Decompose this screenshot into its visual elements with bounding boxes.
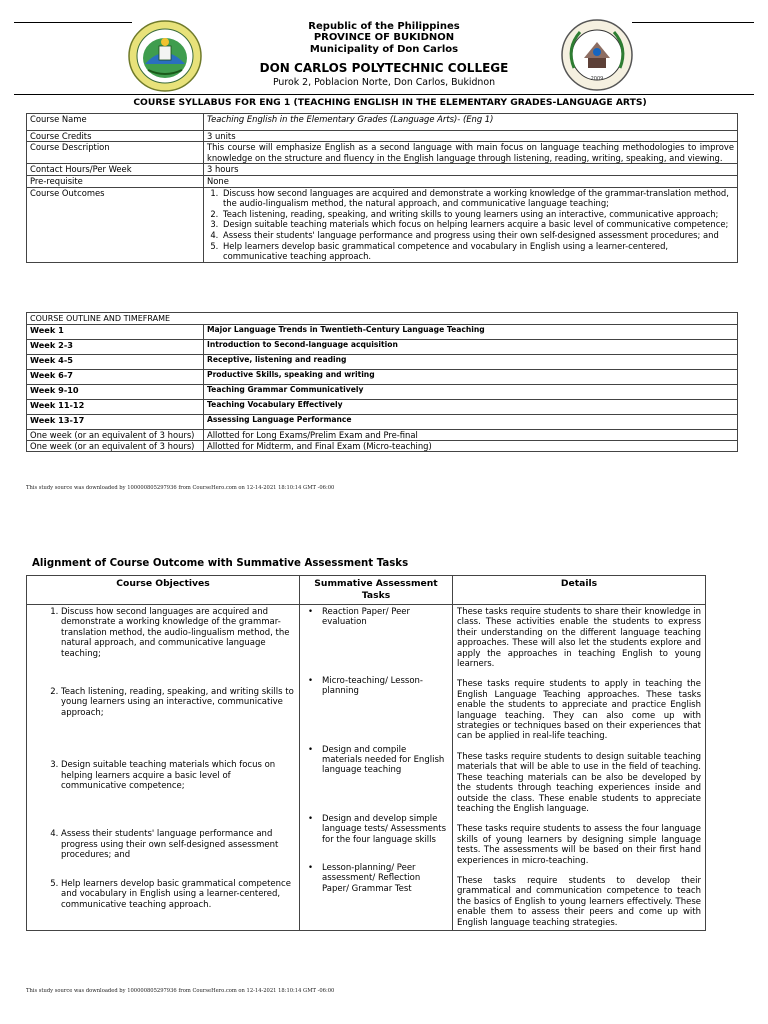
objective-item: 1. Discuss how second languages are acquired and demonstrate a working knowledge of the grammar-translation method, the audio-lingualism method, the natural approach, and communicative language teaching;: [61, 607, 295, 659]
prerequisite-row: [27, 175, 738, 187]
objective-item: 3. Design suitable teaching materials which focus on helping learners acquire a basic level of communicative competence;: [61, 760, 295, 791]
outline-topic: Assessing Language Performance: [204, 415, 738, 430]
prerequisite-label: Pre-requisite: [27, 175, 204, 187]
detail-paragraph: These tasks require students to apply in teaching the English Language Teaching approaches. These tasks enable the students to appreciate and practice English language teaching. They can also come up with strategies or techniques based on their experiences that can be applied in real-life teaching.: [457, 679, 701, 742]
outline-week: Week 6-7: [27, 370, 204, 385]
objective-item: 2. Teach listening, reading, speaking, and writing skills to young learners using an interactive, communicative approach;: [61, 687, 295, 718]
course-description-label: Course Description: [27, 142, 204, 164]
course-credits-row: [27, 130, 738, 142]
outline-exam-week: One week (or an equivalent of 3 hours): [27, 441, 204, 452]
objective-item: 4. Assess their students' language performance and progress using their own self-designed assessment procedures; and: [61, 829, 295, 860]
header-province: PROVINCE OF BUKIDNON: [313, 32, 455, 43]
outline-week: Week 1: [27, 325, 204, 340]
task-item: • Lesson-planning/ Peer assessment/ Reflection Paper/ Grammar Test: [322, 863, 448, 894]
task-item: • Micro-teaching/ Lesson-planning: [322, 676, 448, 697]
detail-paragraph: These tasks require students to develop their grammatical and communication competence to teach the basics of English to young learners effectively. These enable them to assess their peers and come up with English language teaching strategies.: [457, 875, 701, 928]
outline-row: [27, 385, 738, 400]
details-cell: [453, 605, 706, 931]
header-rule-bottom: [14, 94, 754, 95]
alignment-title: Alignment of Course Outcome with Summative Assessment Tasks: [32, 558, 409, 569]
outline-week: Week 11-12: [27, 400, 204, 415]
outline-week: Week 2-3: [27, 340, 204, 355]
outline-exam-topic: Allotted for Long Exams/Prelim Exam and Pre-final: [204, 430, 738, 441]
prerequisite-value: None: [204, 175, 738, 187]
task-item: • Design and develop simple language tests/ Assessments for the four language skills: [322, 814, 448, 845]
download-footer: This study source was downloaded by 100000805297936 from CourseHero.com on 12-14-2021 18:10:14 GMT -06:00: [26, 485, 335, 491]
objective-item: 5. Help learners develop basic grammatical competence and vocabulary in English using a learner-centered, communicative teaching approach.: [61, 879, 295, 910]
course-outcomes-list: [204, 187, 738, 262]
outcome-item: 1. Discuss how second languages are acquired and demonstrate a working knowledge of the grammar-translation method, the audio-lingualism method, the natural approach, and communicative language teaching;: [221, 188, 734, 209]
outline-topic: Receptive, listening and reading: [204, 355, 738, 370]
course-outcomes-row: [27, 187, 738, 262]
course-description-row: [27, 142, 738, 164]
outline-exam-topic: Allotted for Midterm, and Final Exam (Micro-teaching): [204, 441, 738, 452]
outline-week: Week 9-10: [27, 385, 204, 400]
outline-row: [27, 370, 738, 385]
header-college: DON CARLOS POLYTECHNIC COLLEGE: [259, 61, 509, 75]
task-item: • Reaction Paper/ Peer evaluation: [322, 607, 448, 628]
outcome-item: 5. Help learners develop basic grammatical competence and vocabulary in English using a learner-centered, communicative teaching approach.: [221, 241, 734, 262]
outline-topic: Teaching Grammar Communicatively: [204, 385, 738, 400]
outline-row: [27, 355, 738, 370]
outline-row: [27, 325, 738, 340]
header-address: Purok 2, Poblacion Norte, Don Carlos, Bukidnon: [272, 77, 496, 88]
col-details: Details: [453, 576, 706, 605]
alignment-table: [26, 575, 706, 931]
outcome-item: 3. Design suitable teaching materials which focus on helping learners acquire a basic level of communicative competence;: [221, 219, 734, 230]
course-name-value: Teaching English in the Elementary Grades (Language Arts)- (Eng 1): [204, 114, 738, 131]
course-name-row: [27, 114, 738, 131]
course-description-value: This course will emphasize English as a second language with main focus on language teaching methodologies to improve knowledge on the structure and fluency in the English language through listening, reading, writing, speaking, and viewing.: [204, 142, 738, 164]
detail-paragraph: These tasks require students to assess the four language skills of young learners by designing simple language tests. The assessments will be based on their first hand experiences in micro-teaching.: [457, 824, 701, 866]
course-credits-label: Course Credits: [27, 130, 204, 142]
outline-row: [27, 415, 738, 430]
outline-week: Week 4-5: [27, 355, 204, 370]
col-course-objectives: Course Objectives: [27, 576, 300, 605]
outline-heading-row: [27, 313, 738, 325]
task-item: • Design and compile materials needed for English language teaching: [322, 745, 448, 776]
header-municipality: Municipality of Don Carlos: [309, 44, 459, 55]
contact-hours-label: Contact Hours/Per Week: [27, 164, 204, 176]
alignment-body-row: [27, 605, 706, 931]
outline-row: [27, 340, 738, 355]
outline-topic: Major Language Trends in Twentieth-Century Language Teaching: [204, 325, 738, 340]
outcome-item: 2. Teach listening, reading, speaking, and writing skills to young learners using an interactive, communicative approach;: [221, 209, 734, 220]
col-summative-tasks: Summative Assessment Tasks: [300, 576, 453, 605]
detail-paragraph: These tasks require students to design suitable teaching materials that will be able to use in the field of teaching. These teaching materials can be also be developed by the students through teaching experiences inside and outside the class. These enable students to appreciate teaching the English language.: [457, 751, 701, 814]
outline-exam-row: [27, 430, 738, 441]
objectives-cell: [27, 605, 300, 931]
course-credits-value: 3 units: [204, 130, 738, 142]
course-name-label: Course Name: [27, 114, 204, 131]
course-info-table: [26, 113, 738, 263]
tasks-cell: [300, 605, 453, 931]
course-outline-table: [26, 312, 738, 452]
header-republic: Republic of the Philippines: [308, 21, 460, 32]
syllabus-title: COURSE SYLLABUS FOR ENG 1 (TEACHING ENGLISH IN THE ELEMENTARY GRADES-LANGUAGE ARTS): [133, 97, 647, 108]
course-outcomes-label: Course Outcomes: [27, 187, 204, 262]
outline-row: [27, 400, 738, 415]
outline-topic: Productive Skills, speaking and writing: [204, 370, 738, 385]
outline-week: Week 13-17: [27, 415, 204, 430]
svg-text:2009: 2009: [590, 76, 604, 82]
outline-topic: Introduction to Second-language acquisition: [204, 340, 738, 355]
download-footer-bottom: This study source was downloaded by 100000805297936 from CourseHero.com on 12-14-2021 18:10:14 GMT -06:00: [26, 988, 335, 994]
detail-paragraph: These tasks require students to share their knowledge in class. These activities enable the students to express their understanding on the different language teaching approaches. These will also let the students explore and apply the approaches in teaching English to young learners.: [457, 607, 701, 670]
contact-hours-row: [27, 164, 738, 176]
alignment-header-row: [27, 576, 706, 605]
outline-topic: Teaching Vocabulary Effectively: [204, 400, 738, 415]
contact-hours-value: 3 hours: [204, 164, 738, 176]
outline-exam-week: One week (or an equivalent of 3 hours): [27, 430, 204, 441]
outline-heading: COURSE OUTLINE AND TIMEFRAME: [27, 313, 738, 325]
outline-exam-row: [27, 441, 738, 452]
outcome-item: 4. Assess their students' language performance and progress using their own self-designed assessment procedures; and: [221, 230, 734, 241]
